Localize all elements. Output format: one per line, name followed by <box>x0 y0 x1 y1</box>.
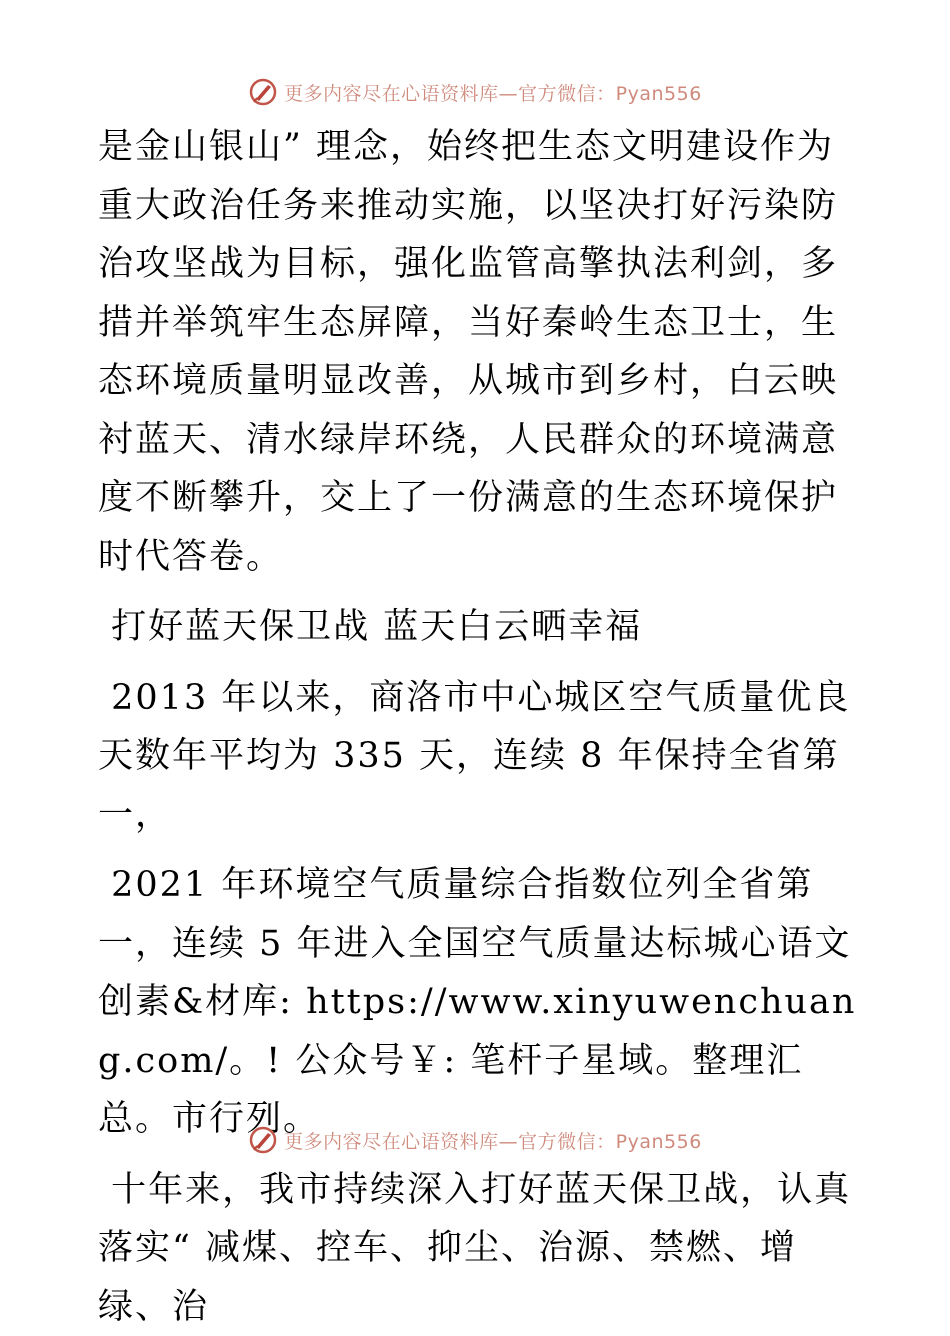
paragraph-air-quality-2021: 2021 年环境空气质量综合指数位列全省第一，连续 5 年进入全国空气质量达标城心语文创素&材库: https://www.xinyuwenchuang.com/。! 公众号￥: 笔杆子星域。整理汇总。市行列。 <box>98 856 858 1149</box>
quill-pen-circle-icon <box>248 77 278 107</box>
paragraph-intro: 是金山银山” 理念，始终把生态文明建设作为重大政治任务来推动实施，以坚决打好污染防治攻坚战为目标，强化监管高擎执法利剑，多措并举筑牢生态屏障，当好秦岭生态卫士，生态环境质量明显改善，从城市到乡村，白云映衬蓝天、清水绿岸环绕，人民群众的环境满意度不断攀升，交上了一份满意的生态环境保护时代答卷。 <box>98 118 858 586</box>
watermark-text: 更多内容尽在心语资料库—官方微信：Pyan556 <box>284 1127 702 1154</box>
section-heading: 打好蓝天保卫战 蓝天白云晒幸福 <box>98 598 858 657</box>
footer-watermark <box>0 1120 950 1160</box>
quill-pen-circle-icon <box>248 1125 278 1155</box>
paragraph-ten-years: 十年来，我市持续深入打好蓝天保卫战，认真落实“ 减煤、控车、抑尘、治源、禁燃、增绿、治 <box>98 1161 858 1336</box>
header-watermark <box>0 72 950 112</box>
paragraph-air-quality-2013: 2013 年以来，商洛市中心城区空气质量优良天数年平均为 335 天，连续 8 年保持全省第一， <box>98 669 858 845</box>
watermark-text: 更多内容尽在心语资料库—官方微信：Pyan556 <box>284 79 702 106</box>
